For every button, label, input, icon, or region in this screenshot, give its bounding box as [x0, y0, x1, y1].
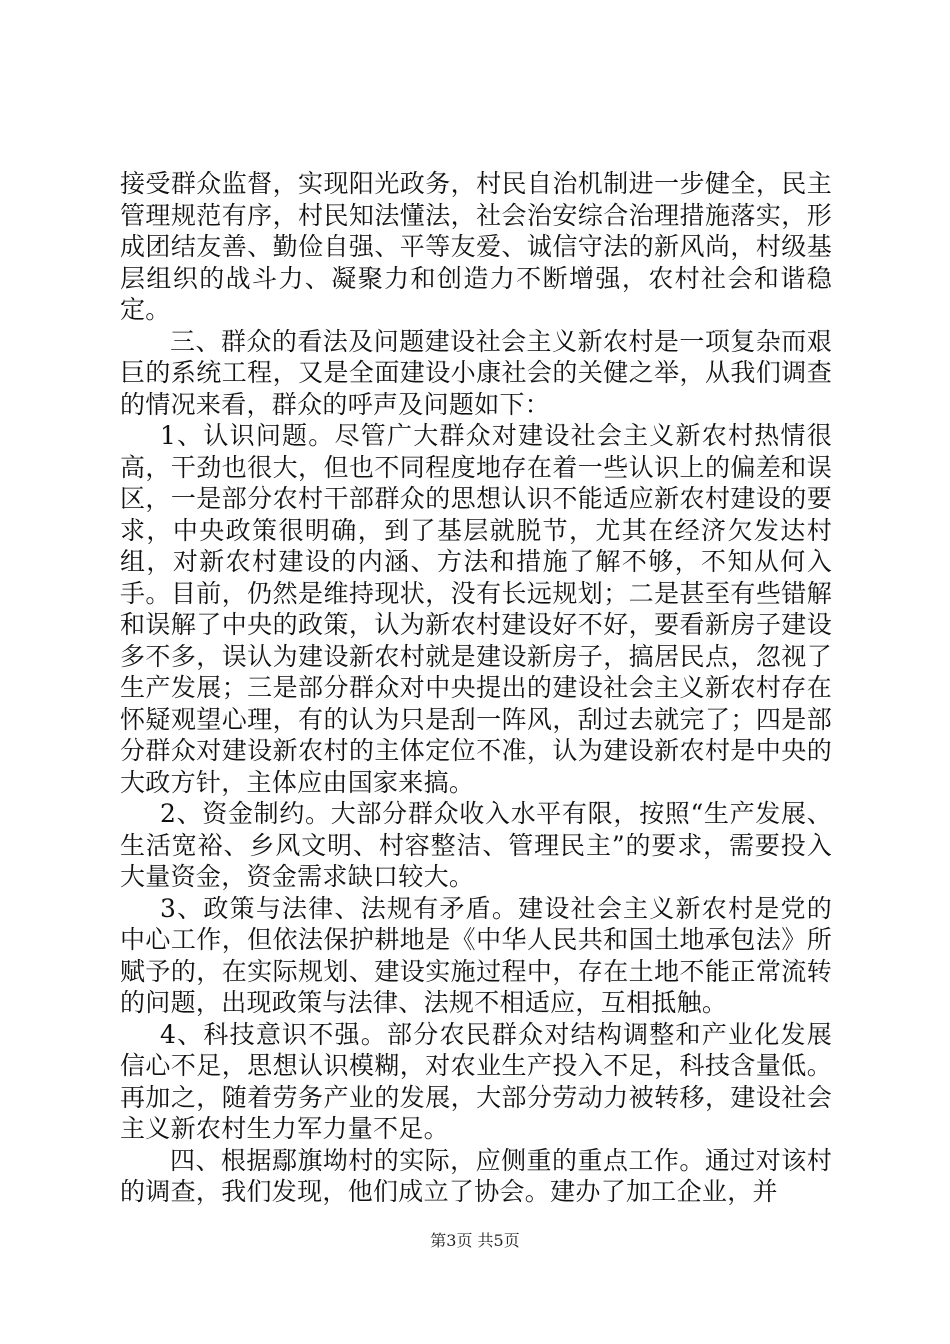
paragraph-section-four: 四、根据鄢旗坳村的实际，应侧重的重点工作。通过对该村的调查，我们发现，他们成立了协会。建办了加工企业，并 — [120, 1145, 832, 1206]
paragraph-section-three: 三、群众的看法及问题建设社会主义新农村是一项复杂而艰巨的系统工程，又是全面建设小康社会的关健之举，从我们调查的情况来看，群众的呼声及问题如下： — [120, 326, 832, 419]
paragraph-item-1: 1、认识问题。尽管广大群众对建设社会主义新农村热情很高，干劲也很大，但也不同程度地存在着一些认识上的偏差和误区，一是部分农村干部群众的思想认识不能适应新农村建设的要求，中央政策很明确，到了基层就脱节，尤其在经济欠发达村组，对新农村建设的内涵、方法和措施了解不够，不知从何入手。目前，仍然是维持现状，没有长远规划；二是甚至有些错解和误解了中央的政策，认为新农村建设好不好，要看新房子建设多不多，误认为建设新农村就是建设新房子，搞居民点，忽视了生产发展；三是部分群众对中央提出的建设社会主义新农村存在怀疑观望心理，有的认为只是刮一阵风，刮过去就完了；四是部分群众对建设新农村的主体定位不准，认为建设新农村是中央的大政方针，主体应由国家来搞。 — [120, 421, 832, 797]
paragraph-item-4: 4、科技意识不强。部分农民群众对结构调整和产业化发展信心不足，思想认识模糊，对农业生产投入不足，科技含量低。再加之，随着劳务产业的发展，大部分劳动力被转移，建设社会主义新农村生力军力量不足。 — [120, 1019, 832, 1143]
paragraph-item-2: 2、资金制约。大部分群众收入水平有限，按照“生产发展、生活宽裕、乡风文明、村容整洁、管理民主”的要求，需要投入大量资金，资金需求缺口较大。 — [120, 799, 832, 891]
document-body — [120, 168, 832, 1208]
page-number-footer: 第3页 共5页 — [430, 1231, 520, 1250]
paragraph-item-3: 3、政策与法律、法规有矛盾。建设社会主义新农村是党的中心工作，但依法保护耕地是《中华人民共和国土地承包法》所赋予的，在实际规划、建设实施过程中，存在土地不能正常流转的问题，出现政策与法律、法规不相适应，互相抵触。 — [120, 893, 832, 1017]
paragraph-continuation: 接受群众监督，实现阳光政务，村民自治机制进一步健全，民主管理规范有序，村民知法懂法，社会治安综合治理措施落实，形成团结友善、勤俭自强、平等友爱、诚信守法的新风尚，村级基层组织的战斗力、凝聚力和创造力不断增强，农村社会和谐稳定。 — [120, 169, 832, 324]
